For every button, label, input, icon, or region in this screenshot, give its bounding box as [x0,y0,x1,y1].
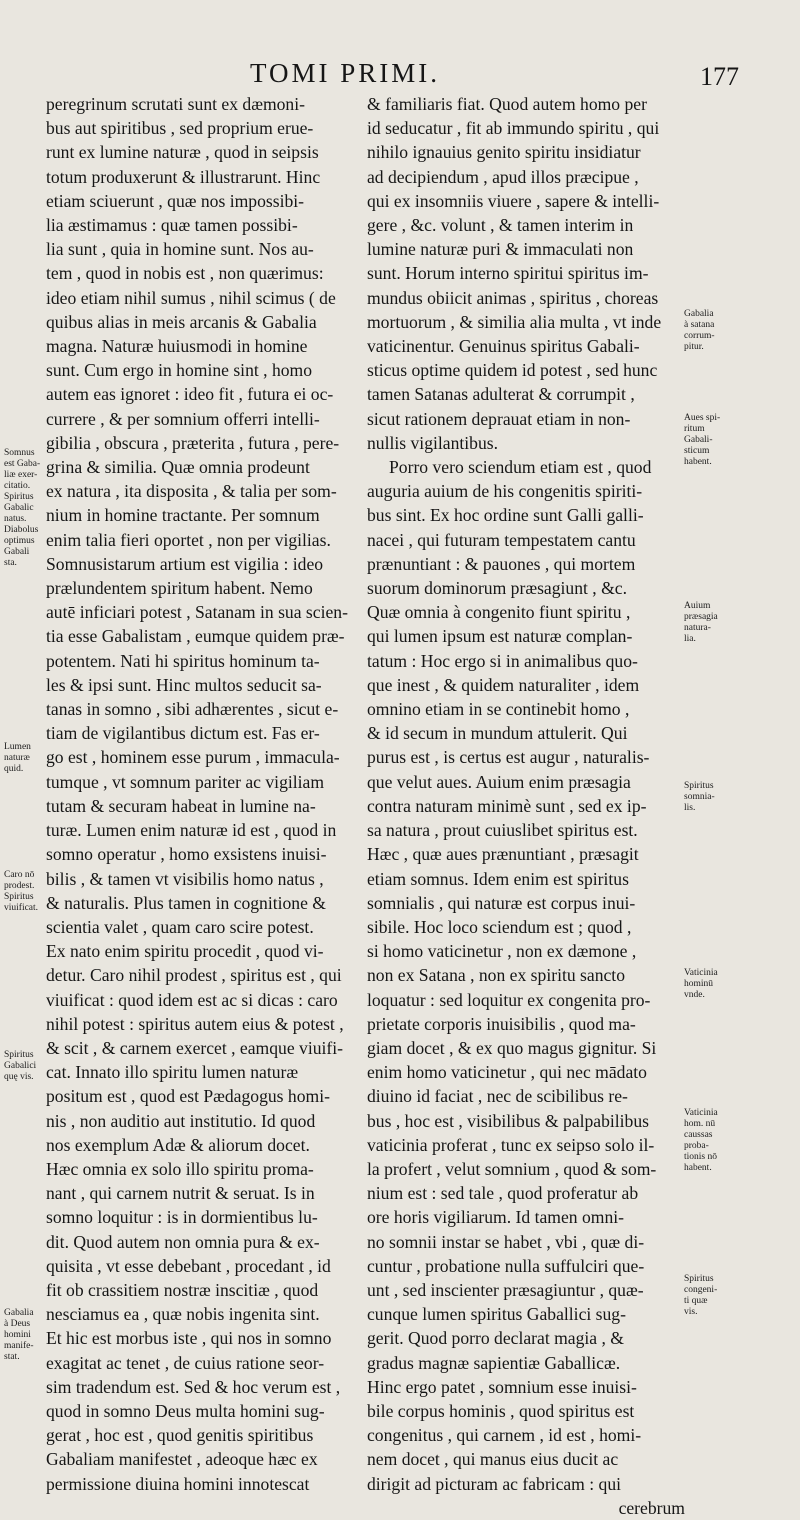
margin-note-line: Spiritus [4,1050,34,1060]
text-line: nium in homine tractante. Per somnum [46,505,320,526]
text-line: somnialis , qui naturæ est corpus inui- [367,892,636,913]
margin-note-line: Vaticinia [684,1108,718,1118]
text-line: cat. Innato illo spiritu lumen naturæ [46,1062,299,1083]
margin-note-right [684,1274,796,1318]
margin-note-line: habent. [684,457,712,467]
text-line: nacei , qui futuram tempestatem cantu [367,529,636,550]
text-line: gerit. Quod porro declarat magia , & [367,1328,624,1349]
margin-note-line: natura- [684,623,711,633]
margin-note-line: ritum [684,424,705,434]
margin-note-right [684,781,796,814]
text-line: bile corpus hominis , quod spiritus est [367,1400,635,1421]
text-line: gradus magnæ sapientiæ Gaballicæ. [367,1352,621,1373]
text-line: go est , hominem esse purum , immacula- [46,747,340,768]
margin-note-line: Spiritus [4,492,34,502]
text-line: magna. Naturæ huiusmodi in homine [46,336,308,357]
text-line: gere , &c. volunt , & tamen interim in [367,215,634,236]
text-line: quisita , vt esse debebant , procedant , id [46,1255,331,1276]
margin-note-line: sta. [4,558,17,568]
page-number: 177 [700,62,739,91]
margin-note-line: vis. [684,1307,698,1317]
text-line: runt ex lumine naturæ , quod in seipsis [46,142,319,163]
margin-note-line: optimus [4,536,35,546]
text-line: Et hic est morbus iste , qui nos in somno [46,1328,332,1349]
text-line: prælundentem spiritum habent. Nemo [46,578,313,599]
margin-note-line: præsagia [684,612,718,622]
text-line: nihil potest : spiritus autem eius & potest , [46,1013,344,1034]
text-line: bus aut spiritibus , sed proprium erue- [46,118,314,139]
text-line: sim tradendum est. Sed & hoc verum est , [46,1376,341,1397]
text-line: si homo vaticinetur , non ex dæmone , [367,941,637,962]
text-line: cunque lumen spiritus Gaballici sug- [367,1304,626,1325]
text-line: quod in somno Deus multa homini sug- [46,1400,325,1421]
text-line: qui ex insomniis viuere , sapere & intelli- [367,190,660,211]
margin-note-line: pitur. [684,342,704,352]
text-line: que velut aues. Auium enim præsagia [367,771,631,792]
text-line: sunt. Horum interno spiritui spiritus im- [367,263,649,284]
margin-note-line: viuificat. [4,903,39,913]
margin-note-line: tionis nō [684,1152,717,1162]
text-line: lia sunt , quia in homine sunt. Nos au- [46,239,314,260]
margin-note-line: Gabalici [4,1061,37,1071]
text-line: etiam sciuerunt , quæ nos impossibi- [46,190,305,211]
text-line: somno operatur , homo exsistens inuisi- [46,844,327,865]
margin-note-line: quid. [4,764,24,774]
text-line: bus sint. Ex hoc ordine sunt Galli galli- [367,505,644,526]
margin-note-line: hom. nū [684,1119,716,1129]
margin-note-right [684,309,796,353]
text-line: que inest , & quidem naturaliter , idem [367,674,640,695]
text-line: qui lumen ipsum est naturæ complan- [367,626,633,647]
margin-note-line: caussas [684,1130,713,1140]
margin-note-line: quę vis. [4,1072,34,1082]
text-line: Ex nato enim spiritu procedit , quod vi- [46,941,324,962]
margin-note-line: natus. [4,514,27,524]
margin-note-line: naturæ [4,753,30,763]
text-line: nullis vigilantibus. [367,432,498,453]
margin-note-line: Aues spi- [684,413,721,423]
margin-note-line: hominū [684,979,714,989]
text-line: tutam & securam habeat in lumine na- [46,795,316,816]
text-line: tatum : Hoc ergo si in animalibus quo- [367,650,638,671]
text-line: detur. Caro nihil prodest , spiritus est , qui [46,965,342,986]
text-line: auguria auium de his congenitis spiriti- [367,481,643,502]
text-line: tanas in somno , sibi adhærentes , sicut e- [46,699,339,720]
margin-note-left [4,1050,48,1083]
margin-note-left [4,742,48,775]
margin-note-line: à satana [684,320,715,330]
margin-note-line: Diabolus [4,525,39,535]
margin-note-line: proba- [684,1141,709,1151]
text-line: enim talia fieri oportet , non per vigilias. [46,529,331,550]
text-line: & familiaris fiat. Quod autem homo per [367,94,647,114]
text-line: loquatur : sed loquitur ex congenita pro- [367,989,651,1010]
text-line: sa natura , prout cuiuslibet spiritus est. [367,820,638,841]
catchword: cerebrum [618,1497,685,1518]
text-line: sicut rationem deprauat etiam in non- [367,408,631,429]
text-line: ore horis vigiliarum. Id tamen omni- [367,1207,625,1228]
margin-note-line: Caro nō [4,870,35,880]
margin-note-line: sticum [684,446,710,456]
text-line: positum est , quod est Pædagogus homi- [46,1086,330,1107]
text-line: ad decipiendum , apud illos præcipue , [367,166,639,187]
text-line: somno loquitur : is in dormientibus lu- [46,1207,318,1228]
text-line: non ex Satana , non ex spiritu sancto [367,965,625,986]
margin-note-line: citatio. [4,481,31,491]
margin-note-line: manife- [4,1341,34,1351]
text-line: nium est : sed tale , quod proferatur ab [367,1183,639,1204]
text-line: sunt. Cum ergo in homine sint , homo [46,360,313,381]
text-line: Porro vero sciendum etiam est , quod [389,457,652,478]
margin-note-line: Gabalia [684,309,714,319]
text-line: dit. Quod autem non omnia pura & ex- [46,1231,320,1252]
text-line: congenitus , qui carnem , id est , homi- [367,1425,642,1446]
right-text-column [367,92,685,1520]
text-line: & naturalis. Plus tamen in cognitione & [46,892,326,913]
text-line: fit ob crassitiem nostræ inscitiæ , quod [46,1279,319,1300]
text-line: lia æstimamus : quæ tamen possibi- [46,215,298,236]
margin-note-right [684,601,796,645]
margin-note-line: Lumen [4,742,31,752]
text-line: sibile. Hoc loco sciendum est ; quod , [367,916,632,937]
margin-note-line: Gabali [4,547,30,557]
text-line: prænuntiant : & pauones , qui mortem [367,553,636,574]
text-line: etiam somnus. Idem enim est spiritus [367,868,629,889]
text-line: & scit , & carnem exercet , eamque viuifi- [46,1037,344,1058]
text-line: potentem. Nati hi spiritus hominum ta- [46,650,320,671]
text-line: autē inficiari potest , Satanam in sua scien- [46,602,348,623]
text-line: permissione diuina homini innotescat [46,1473,310,1494]
text-line: ideo etiam nihil sumus , nihil scimus ( de [46,287,336,308]
text-line: id seducatur , fit ab immundo spiritu , qui [367,118,660,139]
text-line: gibilia , obscura , præterita , futura , pere- [46,432,340,453]
text-line: nihilo ignauius genito spiritu insidiatur [367,142,641,163]
text-line: vaticinentur. Genuinus spiritus Gabali- [367,336,640,357]
margin-note-line: corrum- [684,331,715,341]
text-line: enim homo vaticinetur , qui nec mādato [367,1062,647,1083]
margin-note-line: est Gaba- [4,459,41,469]
text-line: totum produxerunt & illustrarunt. Hinc [46,166,321,187]
margin-note-right [684,968,796,1001]
text-line: Hæc omnia ex solo illo spiritu proma- [46,1158,314,1179]
margin-note-left [4,1308,48,1363]
margin-note-right [684,413,796,468]
text-line: Hæc , quæ aues prænuntiant , præsagit [367,844,639,865]
text-line: tamen Satanas adulterat & corrumpit , [367,384,635,405]
text-line: les & ipsi sunt. Hinc multos seducit sa- [46,674,322,695]
text-line: purus est , is certus est augur , naturalis- [367,747,650,768]
text-line: unt , sed inscienter præsagiuntur , quæ- [367,1279,644,1300]
text-line: & id secum in mundum attulerit. Qui [367,723,628,744]
margin-note-line: ti quæ [684,1296,708,1306]
text-line: tia esse Gabalistam , eumque quidem præ- [46,626,345,647]
text-line: gerat , hoc est , quod genitis spiritibus [46,1425,314,1446]
text-line: nesciamus ea , quæ nobis ingenita sint. [46,1304,320,1325]
text-line: tem , quod in nobis est , non quærimus: [46,263,324,284]
text-line: quibus alias in meis arcanis & Gabalia [46,311,317,332]
text-line: suorum dominorum præsagiunt , &c. [367,578,627,599]
text-line: Gabaliam manifestet , adeoque hæc ex [46,1449,318,1470]
margin-note-line: Gabali- [684,435,713,445]
text-line: mortuorum , & similia alia multa , vt inde [367,311,662,332]
margin-note-left [4,870,48,914]
text-line: giam docet , & ex quo magus gignitur. Si [367,1037,657,1058]
margin-note-line: congeni- [684,1285,718,1295]
text-line: omnino etiam in se continebit homo , [367,699,630,720]
margin-note-left [4,448,48,569]
text-line: viuificat : quod idem est ac si dicas : caro [46,989,338,1010]
text-line: nant , qui carnem nutrit & seruat. Is in [46,1183,315,1204]
text-line: lumine naturæ puri & immaculati non [367,239,634,260]
text-line: peregrinum scrutati sunt ex dæmoni- [46,94,305,114]
text-line: bilis , & tamen vt visibilis homo natus , [46,868,324,889]
margin-note-line: Spiritus [684,1274,714,1284]
text-line: Quæ omnia à congenito fiunt spiritu , [367,602,631,623]
margin-note-line: Spiritus [684,781,714,791]
text-line: diuino id faciat , nec de scibilibus re- [367,1086,628,1107]
margin-note-line: habent. [684,1163,712,1173]
margin-note-line: stat. [4,1352,20,1362]
text-line: ex natura , ita disposita , & talia per som- [46,481,337,502]
text-line: grina & similia. Quæ omnia prodeunt [46,457,310,478]
text-line: cuntur , probatione nulla suffulciri que- [367,1255,645,1276]
text-line: contra naturam minimè sunt , sed ex ip- [367,795,647,816]
margin-note-line: somnia- [684,792,715,802]
margin-note-line: Auium [684,601,711,611]
text-line: currere , & per somnium offerri intelli- [46,408,320,429]
text-line: no somnii instar se habet , vbi , quæ di- [367,1231,645,1252]
margin-note-line: vnde. [684,990,705,1000]
margin-note-line: Gabalia [4,1308,34,1318]
text-line: nem docet , qui manus eius ducit ac [367,1449,619,1470]
text-line: dirigit ad picturam ac fabricam : qui [367,1473,622,1494]
text-line: autem eas ignoret : ideo fit , futura ei oc- [46,384,334,405]
margin-note-line: liæ exer- [4,470,38,480]
margin-note-line: lis. [684,803,696,813]
margin-note-line: homini [4,1330,31,1340]
margin-note-line: Gabalic [4,503,34,513]
margin-note-line: à Deus [4,1319,31,1329]
text-line: tiam de vigilantibus dictum est. Fas er- [46,723,320,744]
text-line: turæ. Lumen enim naturæ id est , quod in [46,820,337,841]
running-head: TOMI PRIMI. [250,58,441,88]
text-line: tumque , vt somnum pariter ac vigiliam [46,771,325,792]
text-line: Somnusistarum artium est vigilia : ideo [46,553,324,574]
text-line: sticus optime quidem id potest , sed hunc [367,360,658,381]
margin-note-line: prodest. [4,881,35,891]
text-line: prietate corporis inuisibilis , quod ma- [367,1013,636,1034]
margin-note-line: Spiritus [4,892,34,902]
margin-note-line: lia. [684,634,696,644]
text-line: nos exemplum Adæ & aliorum docet. [46,1134,310,1155]
margin-note-line: Vaticinia [684,968,718,978]
text-line: bus , hoc est , visibilibus & palpabilibus [367,1110,649,1131]
text-line: exagitat ac tenet , de cuius ratione seor- [46,1352,325,1373]
margin-note-line: Somnus [4,448,35,458]
text-line: Hinc ergo patet , somnium esse inuisi- [367,1376,637,1397]
margin-note-right [684,1108,796,1174]
left-text-column [46,92,366,1496]
text-line: la profert , velut somnium , quod & som- [367,1158,657,1179]
text-line: nis , non auditio aut institutio. Id quod [46,1110,316,1131]
text-line: scientia valet , quam caro scire potest. [46,916,314,937]
text-line: mundus obiicit animas , spiritus , choreas [367,287,659,308]
text-line: vaticinia proferat , tunc ex seipso solo il- [367,1134,655,1155]
